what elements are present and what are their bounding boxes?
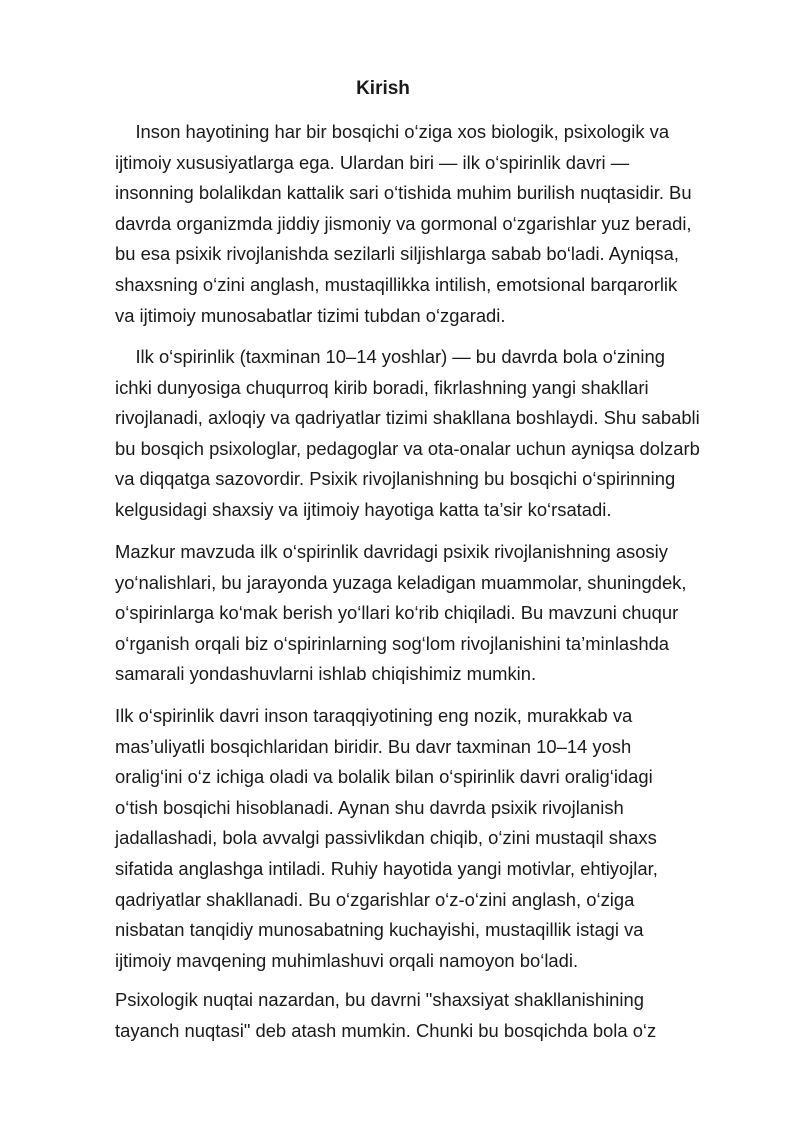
text-line: qadriyatlar shakllanadi. Bu o‘zgarishlar o‘z-o‘zini anglash, o‘ziga: [115, 888, 635, 910]
text-line: Inson hayotining har bir bosqichi o‘ziga xos biologik, psixologik va: [115, 121, 670, 142]
text-line: rivojlanadi, axloqiy va qadriyatlar tizimi shakllana boshlaydi. Shu sababli: [115, 407, 700, 429]
page-title: Kirish: [356, 78, 410, 99]
text-line: kelgusidagi shaxsiy va ijtimoiy hayotiga katta ta’sir ko‘rsatadi.: [115, 498, 612, 520]
text-line: Ilk o‘spirinlik davri inson taraqqiyotining eng nozik, murakkab va: [115, 705, 633, 726]
text-line: bu bosqich psixologlar, pedagoglar va ota-onalar uchun ayniqsa dolzarb: [115, 437, 700, 459]
paragraph-3: [115, 537, 745, 690]
text-line: o‘rganish orqali biz o‘spirinlarning sog‘lom rivojlanishini ta’minlashda: [115, 632, 670, 654]
text-line: davrda organizmda jiddiy jismoniy va gormonal o‘zgarishlar yuz beradi,: [115, 212, 692, 234]
text-line: Mazkur mavzuda ilk o‘spirinlik davridagi psixik rivojlanishning asosiy: [115, 541, 668, 562]
text-line: samarali yondashuvlarni ishlab chiqishimiz mumkin.: [115, 663, 537, 685]
text-line: tayanch nuqtasi" deb atash mumkin. Chunki bu bosqichda bola o‘z: [115, 1019, 657, 1041]
text-line: Psixologik nuqtai nazardan, bu davrni "shaxsiyat shakllanishining: [115, 989, 644, 1010]
text-line: yo‘nalishlari, bu jarayonda yuzaga keladigan muammolar, shuningdek,: [115, 571, 687, 593]
text-line: va diqqatga sazovordir. Psixik rivojlanishning bu bosqichi o‘spirinning: [115, 468, 676, 490]
paragraph-4: [115, 701, 745, 976]
text-line: mas’uliyatli bosqichlaridan biridir. Bu davr taxminan 10–14 yosh: [115, 735, 632, 757]
text-line: va ijtimoiy munosabatlar tizimi tubdan o‘zgaradi.: [115, 304, 506, 326]
text-line: jadallashadi, bola avvalgi passivlikdan chiqib, o‘zini mustaqil shaxs: [115, 827, 657, 849]
text-line: shaxsning o‘zini anglash, mustaqillikka intilish, emotsional barqarorlik: [115, 273, 678, 295]
text-line: ijtimoiy xususiyatlarga ega. Ulardan biri — ilk o‘spirinlik davri —: [115, 151, 630, 173]
text-line: ichki dunyosiga chuqurroq kirib boradi, fikrlashning yangi shakllari: [115, 376, 649, 398]
text-line: Ilk o‘spirinlik (taxminan 10–14 yoshlar) — bu davrda bola o‘zining: [115, 346, 665, 367]
text-line: bu esa psixik rivojlanishda sezilarli siljishlarga sabab bo‘ladi. Ayniqsa,: [115, 243, 679, 265]
text-line: sifatida anglashga intiladi. Ruhiy hayotida yangi motivlar, ehtiyojlar,: [115, 857, 658, 879]
paragraph-1: [115, 117, 745, 331]
text-line: oralig‘ini o‘z ichiga oladi va bolalik bilan o‘spirinlik davri oralig‘idagi: [115, 766, 653, 788]
paragraph-2: [115, 342, 745, 526]
text-line: nisbatan tanqidiy munosabatning kuchayishi, mustaqillik istagi va: [115, 919, 644, 941]
text-line: o‘spirinlarga ko‘mak berish yo‘llari ko‘rib chiqiladi. Bu mavzuni chuqur: [115, 602, 679, 624]
text-line: ijtimoiy mavqening muhimlashuvi orqali namoyon bo‘ladi.: [115, 949, 579, 971]
paragraph-5: [115, 985, 745, 1046]
text-line: o‘tish bosqichi hisoblanadi. Aynan shu davrda psixik rivojlanish: [115, 796, 624, 818]
text-line: insonning bolalikdan kattalik sari o‘tishida muhim burilish nuqtasidir. Bu: [115, 182, 692, 204]
